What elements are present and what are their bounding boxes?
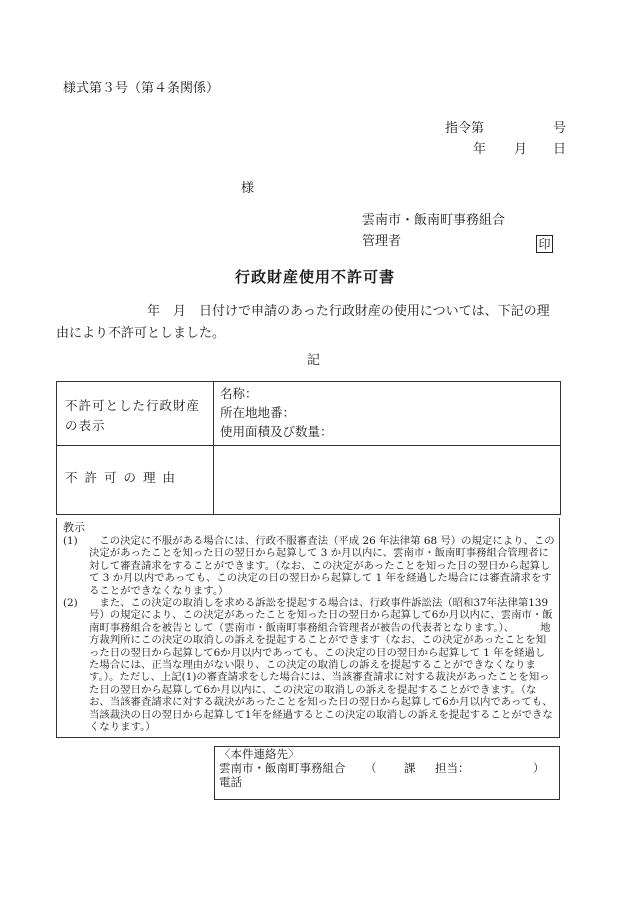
contact-close-paren: ） bbox=[533, 761, 545, 775]
body-line-2: 由により不許可としました。 bbox=[56, 326, 226, 341]
date-day: 日 bbox=[553, 142, 567, 157]
seal-mark bbox=[536, 233, 553, 253]
doc-number-suffix: 号 bbox=[553, 121, 567, 136]
form-reference: 様式第３号（第４条関係） bbox=[63, 81, 220, 96]
property-fields-cell[interactable] bbox=[214, 382, 561, 446]
ki-heading: 記 bbox=[307, 353, 321, 368]
contact-heading: 〈本件連絡先〉 bbox=[219, 747, 300, 761]
contact-org-line bbox=[219, 761, 559, 775]
legal-notice-box bbox=[56, 518, 560, 738]
area-field-label: 使用面積及び数量： bbox=[220, 424, 333, 439]
property-label-line-2: の表示 bbox=[65, 418, 106, 433]
notice-item-1 bbox=[63, 535, 555, 597]
seal-icon: 印 bbox=[536, 235, 553, 253]
issuer-role: 管理者 bbox=[362, 234, 402, 249]
contact-phone: 電話 bbox=[219, 775, 242, 789]
reason-label-cell bbox=[57, 446, 214, 515]
contact-org: 雲南市・飯南町事務組合 bbox=[219, 761, 346, 775]
reason-field-cell[interactable] bbox=[214, 446, 561, 515]
notice-item-1-text: この決定に不服がある場合には、行政不服審査法（平成 26 年法律第 68 号）の規定により、この決定があったことを知った日の翌日から起算して 3 か月以内に、雲南市・飯南町事務組合管理者に対して審査請求をすることができます。（なお、この決定があったことを知った日の翌日から起算して 3 か月以内であっても、この決定の日の翌日から起算して 1 年を経過した場合には審査請求をすることができなくなります。） bbox=[89, 535, 555, 597]
contact-person: 担当： bbox=[435, 761, 470, 775]
issuer-org: 雲南市・飯南町事務組合 bbox=[362, 213, 506, 228]
property-label-cell bbox=[57, 382, 214, 446]
notice-item-2-text: また、この決定の取消しを求める訴訟を提起する場合は、行政事件訴訟法（昭和37年法律第139号）の規定により、この決定があったことを知った日の翌日から起算して6か月以内に、雲南市・飯南町事務組合を被告として（雲南市・飯南町事務組合管理者が被告の代表者となります。）、 地方裁判所にこの決定の取消しの訴えを提起することができます（なお、この決定があったことを知った日の翌日から起算して6か月以内であっても、この決定の日の翌日から起算して 1 年を経過した場合には、正当な理由がない限り、この決定の取消しの訴えを提起することができなくなります。）。ただし、上記(1)の審査請求をした場合には、当該審査請求に対する裁決があったことを知った日の翌日から起算して6か月以内に、この決定の取消しの訴えを提起することができます。（なお、当該審査請求に対する裁決があったことを知った日の翌日から起算して6か月以内であっても、当該裁決の日の翌日から起算して1年を経過するとこの決定の取消しの訴えを提起することができなくなります。） bbox=[89, 597, 553, 734]
name-field-label: 名称： bbox=[220, 386, 258, 401]
date-year: 年 bbox=[473, 142, 487, 157]
property-label-line-1: 不許可とした行政財産 bbox=[65, 398, 201, 413]
date-month: 月 bbox=[514, 142, 528, 157]
doc-number-prefix: 指令第 bbox=[445, 121, 485, 136]
addressee-suffix: 様 bbox=[241, 181, 255, 196]
reason-label: 不許可の理由 bbox=[65, 470, 183, 485]
notice-item-2-number: (2) bbox=[63, 597, 78, 610]
contact-box bbox=[214, 746, 560, 800]
document-title: 行政財産使用不許可書 bbox=[234, 268, 395, 286]
notice-item-2 bbox=[63, 597, 555, 733]
body-line-1: 年 月 日付けで申請のあった行政財産の使用については、下記の理 bbox=[147, 304, 550, 319]
contact-open-paren: （ bbox=[365, 761, 377, 775]
table-row-reason bbox=[57, 446, 561, 515]
notice-item-1-number: (1) bbox=[63, 535, 78, 547]
location-field-label: 所在地地番： bbox=[220, 405, 296, 420]
property-table bbox=[56, 381, 561, 515]
table-row-property bbox=[57, 382, 561, 446]
notice-heading: 教示 bbox=[63, 521, 85, 534]
contact-section: 課 bbox=[404, 761, 416, 775]
